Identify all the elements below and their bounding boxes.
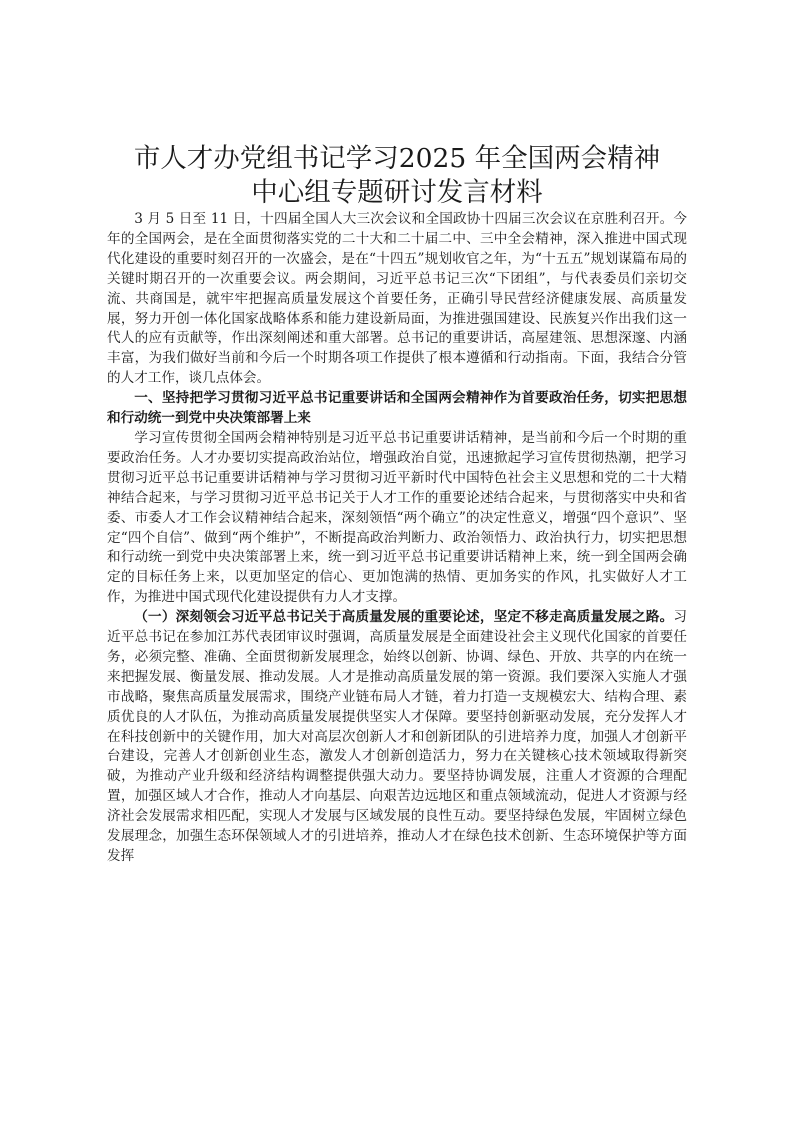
section-1-paragraph: 学习宣传贯彻全国两会精神特别是习近平总书记重要讲话精神，是当前和今后一个时期的重要政治任务。人才办要切实提高政治站位，增强政治自觉，迅速掀起学习宣传贯彻热潮，把学习贯彻习近平总书记重要讲话精神与学习贯彻习近平新时代中国特色社会主义思想和党的二十大精神结合起来，与学习贯彻习近平总书记关于人才工作的重要论述结合起来，与贯彻落实中央和省委、市委人才工作会议精神结合起来，深刻领悟“两个确立”的决定性意义，增强“四个意识”、坚定“四个自信”、做到“两个维护”，不断提高政治判断力、政治领悟力、政治执行力，切实把思想和行动统一到党中央决策部署上来，统一到习近平总书记重要讲话精神上来，统一到全国两会确定的目标任务上来，以更加坚定的信心、更加饱满的热情、更加务实的作风，扎实做好人才工作，为推进中国式现代化建设提供有力人才支撑。 [107, 429, 687, 606]
document-title-line-2: 中心组专题研讨发言材料 [251, 177, 543, 208]
intro-paragraph: 3 月 5 日至 11 日，十四届全国人大三次会议和全国政协十四届三次会议在京胜利召开。今年的全国两会，是在全面贯彻落实党的二十大和二十届二中、三中全会精神，深入推进中国式现代化建设的重要时刻召开的一次盛会，是在“十四五”规划收官之年，为“十五五”规划谋篇布局的关键时期召开的一次重要会议。两会期间，习近平总书记三次“下团组”，与代表委员们亲切交流、共商国是，就牢牢把握高质量发展这个首要任务，正确引导民营经济健康发展、高质量发展，努力开创一体化国家战略体系和能力建设新局面，为推进强国建设、民族复兴作出我们这一代人的应有贡献等，作出深刻阐述和重大部署。总书记的重要讲话，高屋建瓴、思想深邃、内涵丰富，为我们做好当前和今后一个时期各项工作提供了根本遵循和行动指南。下面，我结合分管的人才工作，谈几点体会。 [107, 211, 687, 387]
subsection-1-text: 习近平总书记在参加江苏代表团审议时强调，高质量发展是全面建设社会主义现代化国家的首要任务，必须完整、准确、全面贯彻新发展理念，始终以创新、协调、绿色、开放、共享的内在统一来把握发展、衡量发展、推动发展。人才是推动高质量发展的第一资源。我们要深入实施人才强市战略，聚焦高质量发展需求，围绕产业链布局人才链，着力打造一支规模宏大、结构合理、素质优良的人才队伍，为推动高质量发展提供坚实人才保障。要坚持创新驱动发展，充分发挥人才在科技创新中的关键作用，加大对高层次创新人才和创新团队的引进培养力度，加强人才创新平台建设，完善人才创新创业生态，激发人才创新创造活力，努力在关键核心技术领域取得新突破，为推动产业升级和经济结构调整提供强大动力。要坚持协调发展，注重人才资源的合理配置，加强区域人才合作，推动人才向基层、向艰苦边远地区和重点领域流动，促进人才资源与经济社会发展需求相匹配，实现人才发展与区域发展的良性互动。要坚持绿色发展，牢固树立绿色发展理念，加强生态环保领域人才的引进培养，推动人才在绿色技术创新、生态环境保护等方面发挥 [107, 609, 687, 864]
document-content [107, 142, 687, 867]
section-heading-1: 一、坚持把学习贯彻习近平总书记重要讲话和全国两会精神作为首要政治任务，切实把思想和行动统一到党中央决策部署上来 [107, 390, 687, 427]
subsection-1-paragraph [107, 608, 687, 867]
document-title-line-1: 市人才办党组书记学习2025 年全国两会精神 [133, 143, 661, 174]
subsection-heading-1: （一）深刻领会习近平总书记关于高质量发展的重要论述，坚定不移走高质量发展之路。 [134, 609, 674, 626]
